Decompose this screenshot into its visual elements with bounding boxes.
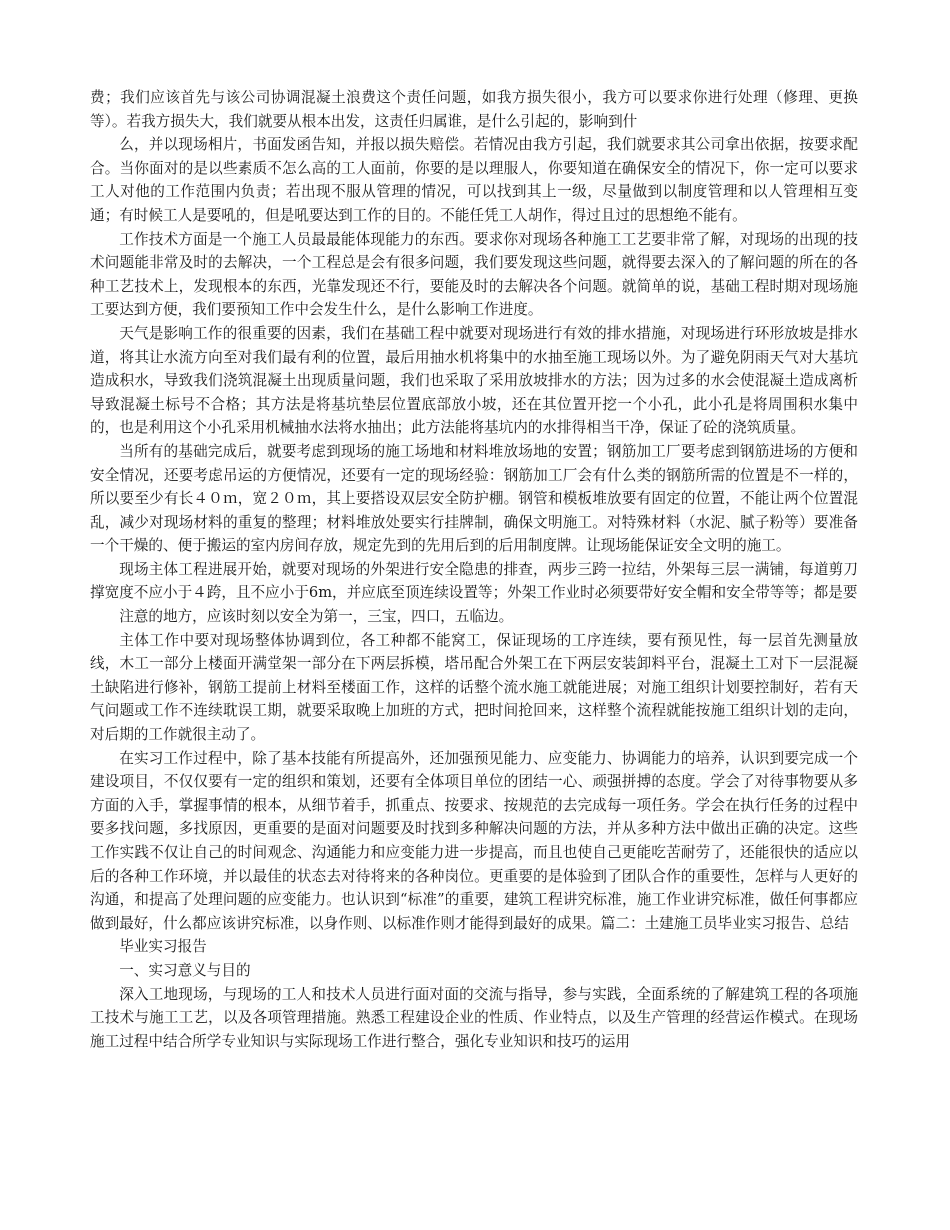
paragraph-weather-drainage: 天气是影响工作的很重要的因素，我们在基础工程中就要对现场进行有效的排水措施，对现场进行环形放坡是排水道，将其让水流方向至对我们最有利的位置，最后用抽水机将集中的水抽至施工现场以外。为了避免阴雨天气对大基坑造成积水，导致我们浇筑混凝土出现质量问题，我们也采取了采用放坡排水的方法；因为过多的水会使混凝土造成离析导致混凝土标号不合格；其方法是将基坑垫层位置底部放小坡，还在其位置开挖一个小孔，此小孔是将周围积水集中的，也是利用这个小孔采用机械抽水法将水抽出；此方法能将基坑内的水排得相当干净，保证了砼的浇筑质量。 [90, 324, 858, 437]
paragraph-loss-handling: 么，并以现场相片，书面发函告知，并报以损失赔偿。若情况由我方引起，我们就要求其公司拿出依据，按要求配合。当你面对的是以些素质不怎么高的工人面前，你要的是以理服人，你要知道在确保安全的情况下，你一定可以要求工人对他的工作范围内负责；若出现不服从管理的情况，可以找到其上一级，尽量做到以制度管理和以人管理相互变通；有时候工人是要吼的，但是吼要达到工作的目的。不能任凭工人胡作，得过且过的思想绝不能有。 [90, 136, 858, 224]
paragraph-site-layout: 当所有的基础完成后，就要考虑到现场的施工场地和材料堆放场地的安置；钢筋加工厂要考虑到钢筋进场的方便和安全情况，还要考虑吊运的方便情况，还要有一定的现场经验：钢筋加工厂会有什么类的钢筋所需的位置是不一样的，所以要至少有长４０ｍ，宽２０ｍ，其上要搭设双层安全防护棚。钢管和模板堆放要有固定的位置，不能让两个位置混乱，减少对现场材料的重复的整理；材料堆放处要实行挂牌制，确保文明施工。对特殊材料（水泥、腻子粉等）要准备一个干燥的、便于搬运的室内房间存放，规定先到的先用后到的后用制度牌。让现场能保证安全文明的施工。 [90, 442, 858, 555]
section-heading-purpose: 一、实习意义与目的 [119, 961, 251, 979]
section-title-report: 毕业实习报告 [119, 938, 207, 956]
paragraph-continuation: 费；我们应该首先与该公司协调混凝土浪费这个责任问题，如我方损失很小，我方可以要求你进行处理（修理、更换等）。若我方损失大，我们就要从根本出发，这责任归属谁，是什么引起的，影响到什 [90, 89, 858, 130]
paragraph-main-structure: 主体工作中要对现场整体协调到位，各工种都不能窝工，保证现场的工序连续，要有预见性，每一层首先测量放线，木工一部分上楼面开满堂架一部分在下两层拆模，塔吊配合外架工在下两层安装卸料平台，混凝土工对下一层混凝土缺陷进行修补，钢筋工提前上材料至楼面工作，这样的话整个流水施工就能进展；对施工组织计划要控制好，若有天气问题或工作不连续耽误工期，就要采取晚上加班的方式，把时间抢回来，这样整个流程就能按施工组织计划的走向，对后期的工作就很主动了。 [90, 631, 858, 744]
paragraph-internship-summary: 在实习工作过程中，除了基本技能有所提高外，还加强预见能力、应变能力、协调能力的培养，认识到要完成一个建设项目，不仅仅要有一定的组织和策划，还要有全体项目单位的团结一心、顽强拼搏的态度。学会了对待事物要从多方面的入手，掌握事情的根本，从细节着手，抓重点、按要求、按规范的去完成每一项任务。学会在执行任务的过程中要多找问题，多找原因，更重要的是面对问题要及时找到多种解决问题的方法，并从多种方法中做出正确的决定。这些工作实践不仅让自己的时间观念、沟通能力和应变能力进一步提高，而且也使自己更能吃苦耐劳了，还能很快的适应以后的各种工作环境，并以最佳的状态去对待将来的各种岗位。更重要的是体验到了团队合作的重要性，怎样与人更好的沟通，和提高了处理问题的应变能力。也认识到“标准”的重要，建筑工程讲究标准，施工作业讲究标准，做任何事都应做到最好，什么都应该讲究标准，以身作则、以标准作则才能得到最好的成果。篇二：土建施工员毕业实习报告、总结 [90, 749, 858, 932]
paragraph-safety-first: 注意的地方，应该时刻以安全为第一，三宝，四口，五临边。 [119, 608, 514, 626]
paragraph-technical-skill: 工作技术方面是一个施工人员最最能体现能力的东西。要求你对现场各种施工工艺要非常了解，对现场的出现的技术问题能非常及时的去解决，一个工程总是会有很多问题，我们要发现这些问题，就得要去深入的了解问题的所在的各种工艺技术上，发现根本的东西，光靠发现还不行，要能及时的去解决各个问题。就简单的说，基础工程时期对现场施工要达到方便，我们要预知工作中会发生什么，是什么影响工作进度。 [90, 230, 858, 319]
paragraph-purpose-body: 深入工地现场，与现场的工人和技术人员进行面对面的交流与指导，参与实践，全面系统的了解建筑工程的各项施工技术与施工工艺，以及各项管理措施。熟悉工程建设企业的性质、作业特点，以及生产管理的经营运作模式。在现场施工过程中结合所学专业知识与实际现场工作进行整合，强化专业知识和技巧的运用 [90, 985, 858, 1050]
paragraph-scaffolding-safety: 现场主体工程进展开始，就要对现场的外架进行安全隐患的排查，两步三跨一拉结，外架每三层一满铺，每道剪刀撑宽度不应小于４跨，且不应小于6m，并应底至顶连续设置等；外架工作业时必须要带好安全帽和安全带等等；都是要 [90, 560, 858, 602]
